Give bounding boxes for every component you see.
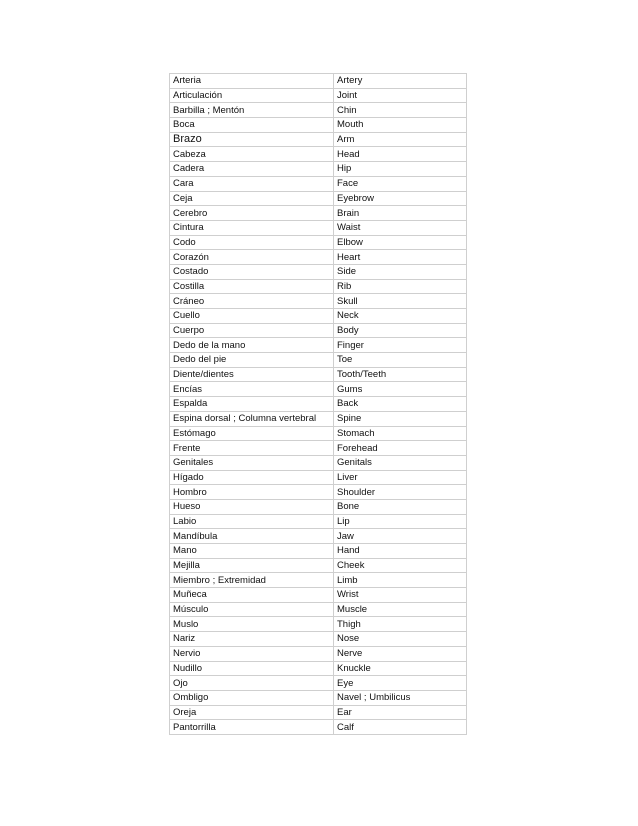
english-term-cell: Hand xyxy=(334,544,467,559)
spanish-term-cell: Boca xyxy=(170,118,334,133)
spanish-term-cell: Costado xyxy=(170,264,334,279)
spanish-term-cell: Nudillo xyxy=(170,661,334,676)
spanish-term-cell: Muslo xyxy=(170,617,334,632)
english-term-cell: Rib xyxy=(334,279,467,294)
table-row xyxy=(170,558,467,573)
table-row xyxy=(170,367,467,382)
table-row xyxy=(170,338,467,353)
english-term-cell: Calf xyxy=(334,720,467,735)
spanish-term-cell: Barbilla ; Mentón xyxy=(170,103,334,118)
table-row xyxy=(170,661,467,676)
english-term-cell: Bone xyxy=(334,499,467,514)
table-row xyxy=(170,602,467,617)
table-row xyxy=(170,103,467,118)
spanish-term-cell: Genitales xyxy=(170,455,334,470)
spanish-term-cell: Cerebro xyxy=(170,206,334,221)
table-row xyxy=(170,573,467,588)
table-row xyxy=(170,147,467,162)
spanish-term-cell: Articulación xyxy=(170,88,334,103)
english-term-cell: Spine xyxy=(334,411,467,426)
table-row xyxy=(170,617,467,632)
spanish-term-cell: Ojo xyxy=(170,676,334,691)
spanish-term-cell: Mandíbula xyxy=(170,529,334,544)
table-row xyxy=(170,250,467,265)
english-term-cell: Stomach xyxy=(334,426,467,441)
spanish-term-cell: Oreja xyxy=(170,705,334,720)
table-row xyxy=(170,426,467,441)
table-row xyxy=(170,499,467,514)
spanish-term-cell: Labio xyxy=(170,514,334,529)
table-row xyxy=(170,191,467,206)
english-term-cell: Back xyxy=(334,397,467,412)
english-term-cell: Muscle xyxy=(334,602,467,617)
table-row xyxy=(170,411,467,426)
table-row xyxy=(170,176,467,191)
english-term-cell: Lip xyxy=(334,514,467,529)
table-row xyxy=(170,720,467,735)
spanish-term-cell: Corazón xyxy=(170,250,334,265)
spanish-term-cell: Cadera xyxy=(170,162,334,177)
english-term-cell: Cheek xyxy=(334,558,467,573)
english-term-cell: Thigh xyxy=(334,617,467,632)
spanish-term-cell: Cara xyxy=(170,176,334,191)
spanish-term-cell: Dedo del pie xyxy=(170,353,334,368)
english-term-cell: Brain xyxy=(334,206,467,221)
table-row xyxy=(170,309,467,324)
english-term-cell: Elbow xyxy=(334,235,467,250)
spanish-term-cell: Codo xyxy=(170,235,334,250)
table-row xyxy=(170,470,467,485)
english-term-cell: Limb xyxy=(334,573,467,588)
english-term-cell: Face xyxy=(334,176,467,191)
table-row xyxy=(170,235,467,250)
english-term-cell: Ear xyxy=(334,705,467,720)
spanish-term-cell: Cráneo xyxy=(170,294,334,309)
table-row xyxy=(170,705,467,720)
table-row xyxy=(170,132,467,147)
spanish-term-cell: Mejilla xyxy=(170,558,334,573)
english-term-cell: Forehead xyxy=(334,441,467,456)
english-term-cell: Neck xyxy=(334,309,467,324)
spanish-term-cell: Cabeza xyxy=(170,147,334,162)
spanish-term-cell: Cuello xyxy=(170,309,334,324)
table-row xyxy=(170,279,467,294)
english-term-cell: Genitals xyxy=(334,455,467,470)
spanish-term-cell: Espina dorsal ; Columna vertebral xyxy=(170,411,334,426)
spanish-term-cell: Arteria xyxy=(170,74,334,89)
english-term-cell: Finger xyxy=(334,338,467,353)
spanish-term-cell: Dedo de la mano xyxy=(170,338,334,353)
english-term-cell: Liver xyxy=(334,470,467,485)
spanish-term-cell: Pantorrilla xyxy=(170,720,334,735)
table-row xyxy=(170,485,467,500)
table-row xyxy=(170,441,467,456)
english-term-cell: Eye xyxy=(334,676,467,691)
english-term-cell: Gums xyxy=(334,382,467,397)
english-term-cell: Mouth xyxy=(334,118,467,133)
vocabulary-table xyxy=(169,73,467,735)
spanish-term-cell: Espalda xyxy=(170,397,334,412)
spanish-term-cell: Hígado xyxy=(170,470,334,485)
english-term-cell: Waist xyxy=(334,220,467,235)
spanish-term-cell: Diente/dientes xyxy=(170,367,334,382)
table-row xyxy=(170,382,467,397)
spanish-term-cell: Muñeca xyxy=(170,588,334,603)
english-term-cell: Hip xyxy=(334,162,467,177)
english-term-cell: Knuckle xyxy=(334,661,467,676)
english-term-cell: Side xyxy=(334,264,467,279)
table-row xyxy=(170,397,467,412)
table-row xyxy=(170,514,467,529)
table-row xyxy=(170,264,467,279)
spanish-term-cell: Hueso xyxy=(170,499,334,514)
spanish-term-cell: Encías xyxy=(170,382,334,397)
table-row xyxy=(170,353,467,368)
table-row xyxy=(170,74,467,89)
english-term-cell: Nose xyxy=(334,632,467,647)
spanish-term-cell: Nariz xyxy=(170,632,334,647)
english-term-cell: Tooth/Teeth xyxy=(334,367,467,382)
english-term-cell: Navel ; Umbilicus xyxy=(334,690,467,705)
spanish-term-cell: Miembro ; Extremidad xyxy=(170,573,334,588)
english-term-cell: Head xyxy=(334,147,467,162)
spanish-term-cell: Ceja xyxy=(170,191,334,206)
table-row xyxy=(170,162,467,177)
table-row xyxy=(170,118,467,133)
table-row xyxy=(170,529,467,544)
spanish-term-cell: Ombligo xyxy=(170,690,334,705)
english-term-cell: Arm xyxy=(334,132,467,147)
table-row xyxy=(170,588,467,603)
table-row xyxy=(170,323,467,338)
spanish-term-cell: Cintura xyxy=(170,220,334,235)
spanish-term-cell: Costilla xyxy=(170,279,334,294)
table-row xyxy=(170,544,467,559)
spanish-term-cell: Hombro xyxy=(170,485,334,500)
table-row xyxy=(170,220,467,235)
spanish-term-cell: Nervio xyxy=(170,646,334,661)
english-term-cell: Shoulder xyxy=(334,485,467,500)
vocabulary-table-body xyxy=(170,74,467,735)
spanish-term-cell: Brazo xyxy=(170,132,334,147)
english-term-cell: Body xyxy=(334,323,467,338)
english-term-cell: Heart xyxy=(334,250,467,265)
spanish-term-cell: Mano xyxy=(170,544,334,559)
table-row xyxy=(170,632,467,647)
spanish-term-cell: Estómago xyxy=(170,426,334,441)
table-row xyxy=(170,455,467,470)
table-row xyxy=(170,206,467,221)
english-term-cell: Wrist xyxy=(334,588,467,603)
table-row xyxy=(170,690,467,705)
spanish-term-cell: Músculo xyxy=(170,602,334,617)
english-term-cell: Skull xyxy=(334,294,467,309)
english-term-cell: Nerve xyxy=(334,646,467,661)
english-term-cell: Jaw xyxy=(334,529,467,544)
english-term-cell: Eyebrow xyxy=(334,191,467,206)
english-term-cell: Joint xyxy=(334,88,467,103)
english-term-cell: Artery xyxy=(334,74,467,89)
english-term-cell: Chin xyxy=(334,103,467,118)
spanish-term-cell: Cuerpo xyxy=(170,323,334,338)
table-row xyxy=(170,294,467,309)
table-row xyxy=(170,676,467,691)
table-row xyxy=(170,646,467,661)
english-term-cell: Toe xyxy=(334,353,467,368)
spanish-term-cell: Frente xyxy=(170,441,334,456)
table-row xyxy=(170,88,467,103)
